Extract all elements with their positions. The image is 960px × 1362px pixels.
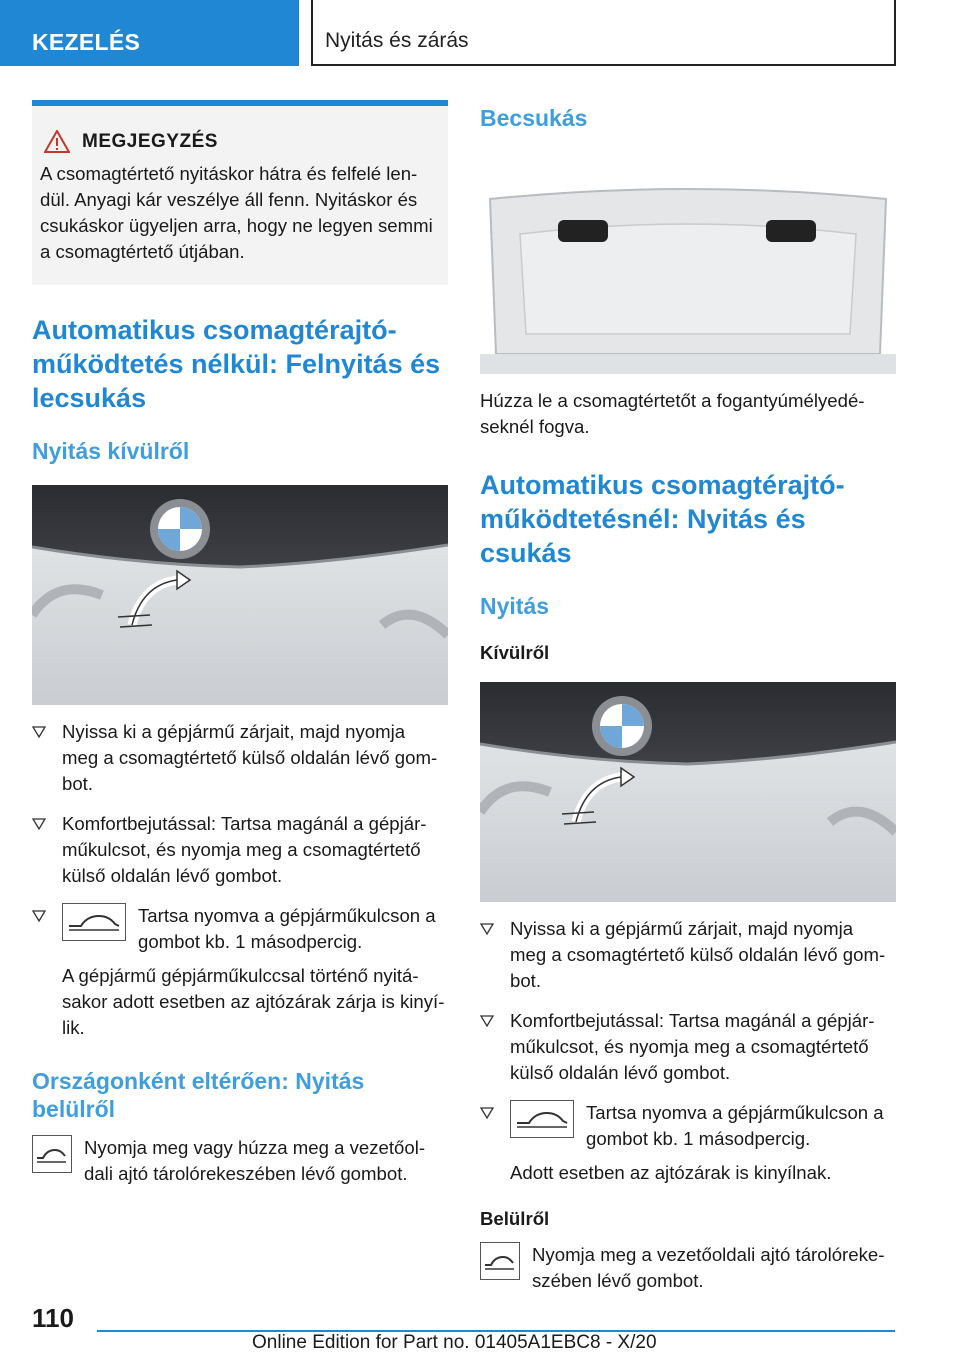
section-heading-auto bbox=[480, 468, 896, 570]
warning-box bbox=[32, 100, 448, 285]
subheading-open-outside: Nyitás kívülről bbox=[32, 438, 190, 464]
trunk-button-icon bbox=[32, 1135, 72, 1173]
list-item bbox=[32, 903, 448, 1041]
note-line: A gépjármű gépjárműkulccsal történő nyitá- bbox=[62, 965, 419, 986]
text-line: Nyomja meg vagy húzza meg a vezetőol- bbox=[84, 1137, 426, 1158]
subheading-close: Becsukás bbox=[480, 105, 588, 131]
warning-title: MEGJEGYZÉS bbox=[82, 130, 218, 152]
list-item bbox=[480, 1100, 896, 1186]
header-title: Nyitás és zárás bbox=[325, 29, 469, 52]
list-text: Nyissa ki a gépjármű zárjait, majd nyomja bbox=[510, 918, 854, 939]
heading-line: Automatikus csomagtérajtó- bbox=[480, 470, 845, 500]
list-text: Komfortbejutással: Tartsa magánál a gépjár- bbox=[62, 813, 427, 834]
list-item bbox=[480, 1008, 896, 1086]
key-note bbox=[62, 963, 448, 1041]
text-line: seknél fogva. bbox=[480, 416, 590, 437]
list-item bbox=[480, 916, 896, 994]
trunk-key-icon bbox=[62, 903, 126, 941]
trunk-lid-photo bbox=[480, 154, 896, 374]
header-section-tab bbox=[0, 0, 299, 66]
text-line: dali ajtó tárolórekeszében lévő gombot. bbox=[84, 1163, 408, 1184]
left-column bbox=[32, 100, 448, 1187]
page-number: 110 bbox=[32, 1303, 74, 1333]
footer-edition: Online Edition for Part no. 01405A1EBC8 - X/20 bbox=[252, 1332, 657, 1353]
header-section-label: KEZELÉS bbox=[32, 29, 141, 55]
heading-line: működtetésnél: Nyitás és csukás bbox=[480, 504, 806, 568]
subheading-open: Nyitás bbox=[480, 593, 550, 619]
heading-line: lecsukás bbox=[32, 383, 147, 413]
list-text: Tartsa nyomva a gépjárműkulcson a bbox=[138, 905, 436, 926]
list-text: bot. bbox=[62, 773, 94, 794]
warning-line: dül. Anyagi kár veszélye áll fenn. Nyitáskor és bbox=[40, 189, 418, 210]
subheading-outside: Kívülről bbox=[480, 642, 550, 663]
inside-instruction bbox=[32, 1135, 448, 1187]
bullet-triangle-icon bbox=[480, 922, 494, 936]
text-line: Nyomja meg a vezetőoldali ajtó tárolóreke- bbox=[532, 1244, 885, 1265]
list-text: gombot kb. 1 másodpercig. bbox=[138, 931, 363, 952]
warning-text bbox=[40, 161, 438, 265]
text-line: szében lévő gombot. bbox=[532, 1270, 704, 1291]
note-line: sakor adott esetben az ajtózárak zárja is kinyí- bbox=[62, 991, 445, 1012]
bullet-triangle-icon bbox=[32, 817, 46, 831]
key-note: Adott esetben az ajtózárak is kinyílnak. bbox=[510, 1162, 832, 1183]
bullet-triangle-icon bbox=[480, 1014, 494, 1028]
list-text: külső oldalán lévő gombot. bbox=[510, 1062, 731, 1083]
list-text: bot. bbox=[510, 970, 542, 991]
trunk-key-icon bbox=[510, 1100, 574, 1138]
list-text: gombot kb. 1 másodpercig. bbox=[586, 1128, 811, 1149]
bullet-triangle-icon bbox=[480, 1106, 494, 1120]
list-item bbox=[32, 719, 448, 797]
close-text bbox=[480, 388, 896, 440]
trunk-button-photo bbox=[32, 485, 448, 705]
list-text: Nyissa ki a gépjármű zárjait, majd nyomja bbox=[62, 721, 406, 742]
list-text: Komfortbejutással: Tartsa magánál a gépjár- bbox=[510, 1010, 875, 1031]
text-line: Húzza le a csomagtértetőt a fogantyúmélyedé- bbox=[480, 390, 865, 411]
heading-line: belülről bbox=[32, 1096, 116, 1122]
inside-instruction bbox=[480, 1242, 896, 1294]
list-text: műkulcsot, és nyomja meg a csomagtértető bbox=[62, 839, 421, 860]
right-column bbox=[480, 100, 896, 1294]
list-item bbox=[32, 811, 448, 889]
list-text: műkulcsot, és nyomja meg a csomagtértető bbox=[510, 1036, 869, 1057]
warning-line: a csomagtértető útjában. bbox=[40, 241, 245, 262]
trunk-button-photo-2 bbox=[480, 682, 896, 902]
subheading-country bbox=[32, 1067, 448, 1123]
list-text: meg a csomagtértető külső oldalán lévő gom- bbox=[510, 944, 886, 965]
header-title-box bbox=[311, 0, 896, 66]
note-line: lik. bbox=[62, 1017, 85, 1038]
warning-line: csukáskor ügyeljen arra, hogy ne legyen semmi bbox=[40, 215, 433, 236]
heading-line: Országonként eltérően: Nyitás bbox=[32, 1068, 365, 1094]
warning-icon bbox=[44, 130, 70, 153]
section-heading-no-auto bbox=[32, 313, 448, 415]
heading-line: működtetés nélkül: Felnyitás és bbox=[32, 349, 441, 379]
list-text: meg a csomagtértető külső oldalán lévő gom- bbox=[62, 747, 438, 768]
subheading-inside: Belülről bbox=[480, 1208, 550, 1229]
heading-line: Automatikus csomagtérajtó- bbox=[32, 315, 397, 345]
warning-line: A csomagtértető nyitáskor hátra és felfelé len- bbox=[40, 163, 418, 184]
trunk-button-icon bbox=[480, 1242, 520, 1280]
list-text: külső oldalán lévő gombot. bbox=[62, 865, 283, 886]
list-text: Tartsa nyomva a gépjárműkulcson a bbox=[586, 1102, 884, 1123]
bullet-triangle-icon bbox=[32, 725, 46, 739]
bullet-triangle-icon bbox=[32, 909, 46, 923]
